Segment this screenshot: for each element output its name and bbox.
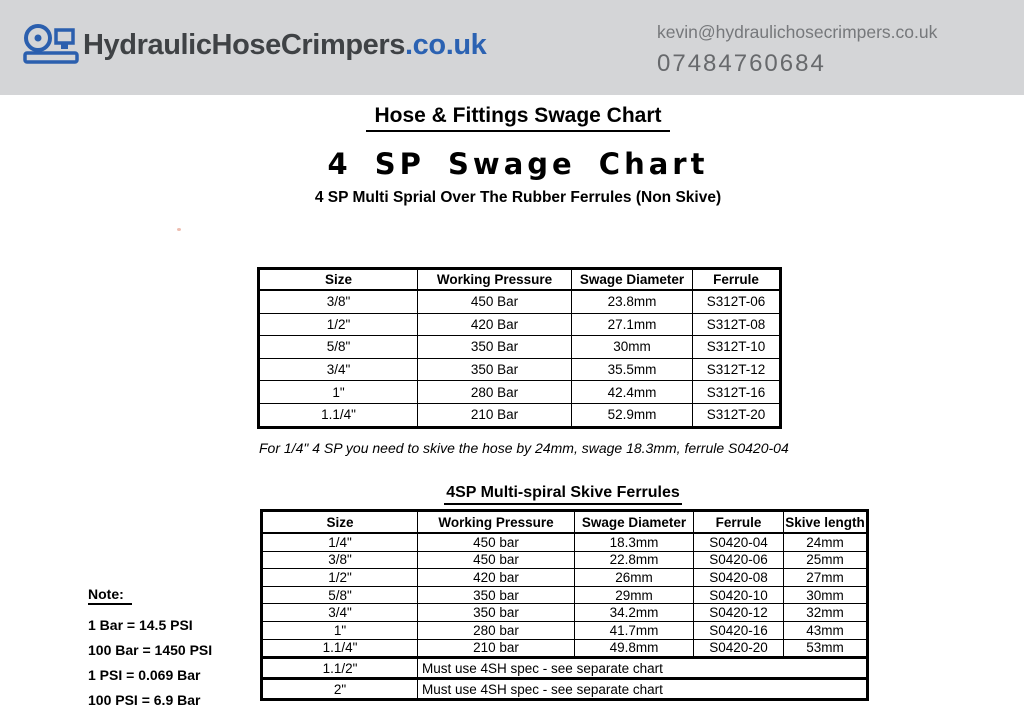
table-row: [259, 403, 781, 427]
cell-diameter: 49.8mm: [575, 639, 694, 658]
skive-section-title: [260, 484, 866, 505]
skive-section-title-text: 4SP Multi-spiral Skive Ferrules: [444, 484, 682, 505]
note-line: 1 PSI = 0.069 Bar: [88, 667, 201, 683]
cell-size: 3/8": [262, 551, 418, 569]
cell-size: 5/8": [259, 336, 418, 359]
cell-pressure: 280 Bar: [418, 381, 572, 404]
table-row: [262, 604, 868, 622]
cell-spec-note: Must use 4SH spec - see separate chart: [418, 658, 868, 679]
subtitle: 4 SP Multi Sprial Over The Rubber Ferrules (Non Skive): [314, 189, 722, 206]
cell-ferrule: S0420-12: [694, 604, 784, 622]
header-bar: [0, 0, 1024, 95]
cell-size: 1/2": [262, 569, 418, 587]
col-header-swage-diameter: Swage Diameter: [572, 269, 693, 291]
cell-pressure: 420 Bar: [418, 313, 572, 336]
table-row: [259, 336, 781, 359]
cell-skive-length: 53mm: [784, 639, 868, 658]
table-row: [262, 639, 868, 658]
cell-pressure: 350 Bar: [418, 336, 572, 359]
cell-pressure: 210 Bar: [418, 403, 572, 427]
cell-diameter: 35.5mm: [572, 358, 693, 381]
table-row-special: [262, 658, 868, 679]
table-header-row: [262, 511, 868, 534]
cell-diameter: 29mm: [575, 586, 694, 604]
cell-pressure: 350 bar: [418, 604, 575, 622]
col-header-working-pressure: Working Pressure: [418, 511, 575, 534]
cell-skive-length: 30mm: [784, 586, 868, 604]
cell-ferrule: S0420-04: [694, 533, 784, 551]
scan-artifact-speck: [177, 228, 181, 231]
note-line: 100 PSI = 6.9 Bar: [88, 692, 201, 708]
cell-diameter: 23.8mm: [572, 290, 693, 313]
cell-pressure: 450 Bar: [418, 290, 572, 313]
cell-skive-length: 27mm: [784, 569, 868, 587]
note-line: 1 Bar = 14.5 PSI: [88, 617, 193, 633]
cell-size: 1.1/4": [259, 403, 418, 427]
contact-email: kevin@hydraulichosecrimpers.co.uk: [657, 22, 938, 42]
cell-diameter: 34.2mm: [575, 604, 694, 622]
cell-diameter: 41.7mm: [575, 621, 694, 639]
logo-text-suffix: .co.uk: [405, 28, 487, 61]
col-header-size: Size: [262, 511, 418, 534]
cell-diameter: 18.3mm: [575, 533, 694, 551]
cell-ferrule: S0420-16: [694, 621, 784, 639]
table-row: [259, 381, 781, 404]
logo-text-main: HydraulicHoseCrimpers: [83, 28, 405, 61]
table-row: [262, 569, 868, 587]
table-row: [262, 533, 868, 551]
cell-diameter: 26mm: [575, 569, 694, 587]
cell-diameter: 30mm: [572, 336, 693, 359]
cell-size: 1/4": [262, 533, 418, 551]
table-header-row: [259, 269, 781, 291]
cell-pressure: 420 bar: [418, 569, 575, 587]
note-line: 100 Bar = 1450 PSI: [88, 642, 213, 658]
cell-skive-length: 24mm: [784, 533, 868, 551]
cell-ferrule: S0420-10: [694, 586, 784, 604]
cell-pressure: 210 bar: [418, 639, 575, 658]
cell-size: 3/4": [262, 604, 418, 622]
cell-size: 1": [262, 621, 418, 639]
cell-ferrule: S312T-20: [693, 403, 781, 427]
cell-size: 1.1/2": [262, 658, 418, 679]
cell-size: 1": [259, 381, 418, 404]
table-row: [262, 586, 868, 604]
cell-ferrule: S312T-12: [693, 358, 781, 381]
cell-size: 3/4": [259, 358, 418, 381]
contact-phone: 07484760684: [657, 50, 826, 77]
cell-size: 1/2": [259, 313, 418, 336]
table-row: [259, 290, 781, 313]
page-title-text: Hose & Fittings Swage Chart: [366, 104, 669, 132]
cell-pressure: 450 bar: [418, 533, 575, 551]
skive-ferrules-table: [260, 509, 869, 701]
col-header-skive-length: Skive length: [784, 511, 868, 534]
skive-footnote: For 1/4" 4 SP you need to skive the hose by 24mm, swage 18.3mm, ferrule S0420-04: [259, 440, 789, 456]
logo-text: [83, 29, 486, 62]
cell-pressure: 450 bar: [418, 551, 575, 569]
cell-skive-length: 25mm: [784, 551, 868, 569]
contact-info: [657, 22, 937, 78]
cell-skive-length: 32mm: [784, 604, 868, 622]
col-header-ferrule: Ferrule: [693, 269, 781, 291]
nonskive-swage-table: [257, 267, 782, 429]
cell-pressure: 350 Bar: [418, 358, 572, 381]
cell-diameter: 42.4mm: [572, 381, 693, 404]
col-header-size: Size: [259, 269, 418, 291]
cell-ferrule: S0420-06: [694, 551, 784, 569]
cell-ferrule: S312T-10: [693, 336, 781, 359]
cell-pressure: 280 bar: [418, 621, 575, 639]
page-title: [257, 104, 779, 132]
table-row: [259, 358, 781, 381]
cell-diameter: 27.1mm: [572, 313, 693, 336]
cell-diameter: 22.8mm: [575, 551, 694, 569]
cell-ferrule: S312T-06: [693, 290, 781, 313]
table-row-special: [262, 679, 868, 700]
cell-size: 1.1/4": [262, 639, 418, 658]
crimper-machine-icon: [22, 22, 80, 68]
cell-ferrule: S0420-08: [694, 569, 784, 587]
table-row: [262, 551, 868, 569]
cell-size: 3/8": [259, 290, 418, 313]
col-header-swage-diameter: Swage Diameter: [575, 511, 694, 534]
main-title: 4 SP Swage Chart: [327, 147, 709, 181]
notes-heading: Note:: [88, 586, 132, 605]
table-row: [259, 313, 781, 336]
cell-pressure: 350 bar: [418, 586, 575, 604]
cell-skive-length: 43mm: [784, 621, 868, 639]
logo: [22, 22, 486, 68]
col-header-working-pressure: Working Pressure: [418, 269, 572, 291]
conversion-notes: [88, 586, 212, 713]
table-row: [262, 621, 868, 639]
cell-size: 5/8": [262, 586, 418, 604]
cell-ferrule: S312T-08: [693, 313, 781, 336]
col-header-ferrule: Ferrule: [694, 511, 784, 534]
cell-size: 2": [262, 679, 418, 700]
cell-ferrule: S312T-16: [693, 381, 781, 404]
cell-spec-note: Must use 4SH spec - see separate chart: [418, 679, 868, 700]
cell-ferrule: S0420-20: [694, 639, 784, 658]
cell-diameter: 52.9mm: [572, 403, 693, 427]
